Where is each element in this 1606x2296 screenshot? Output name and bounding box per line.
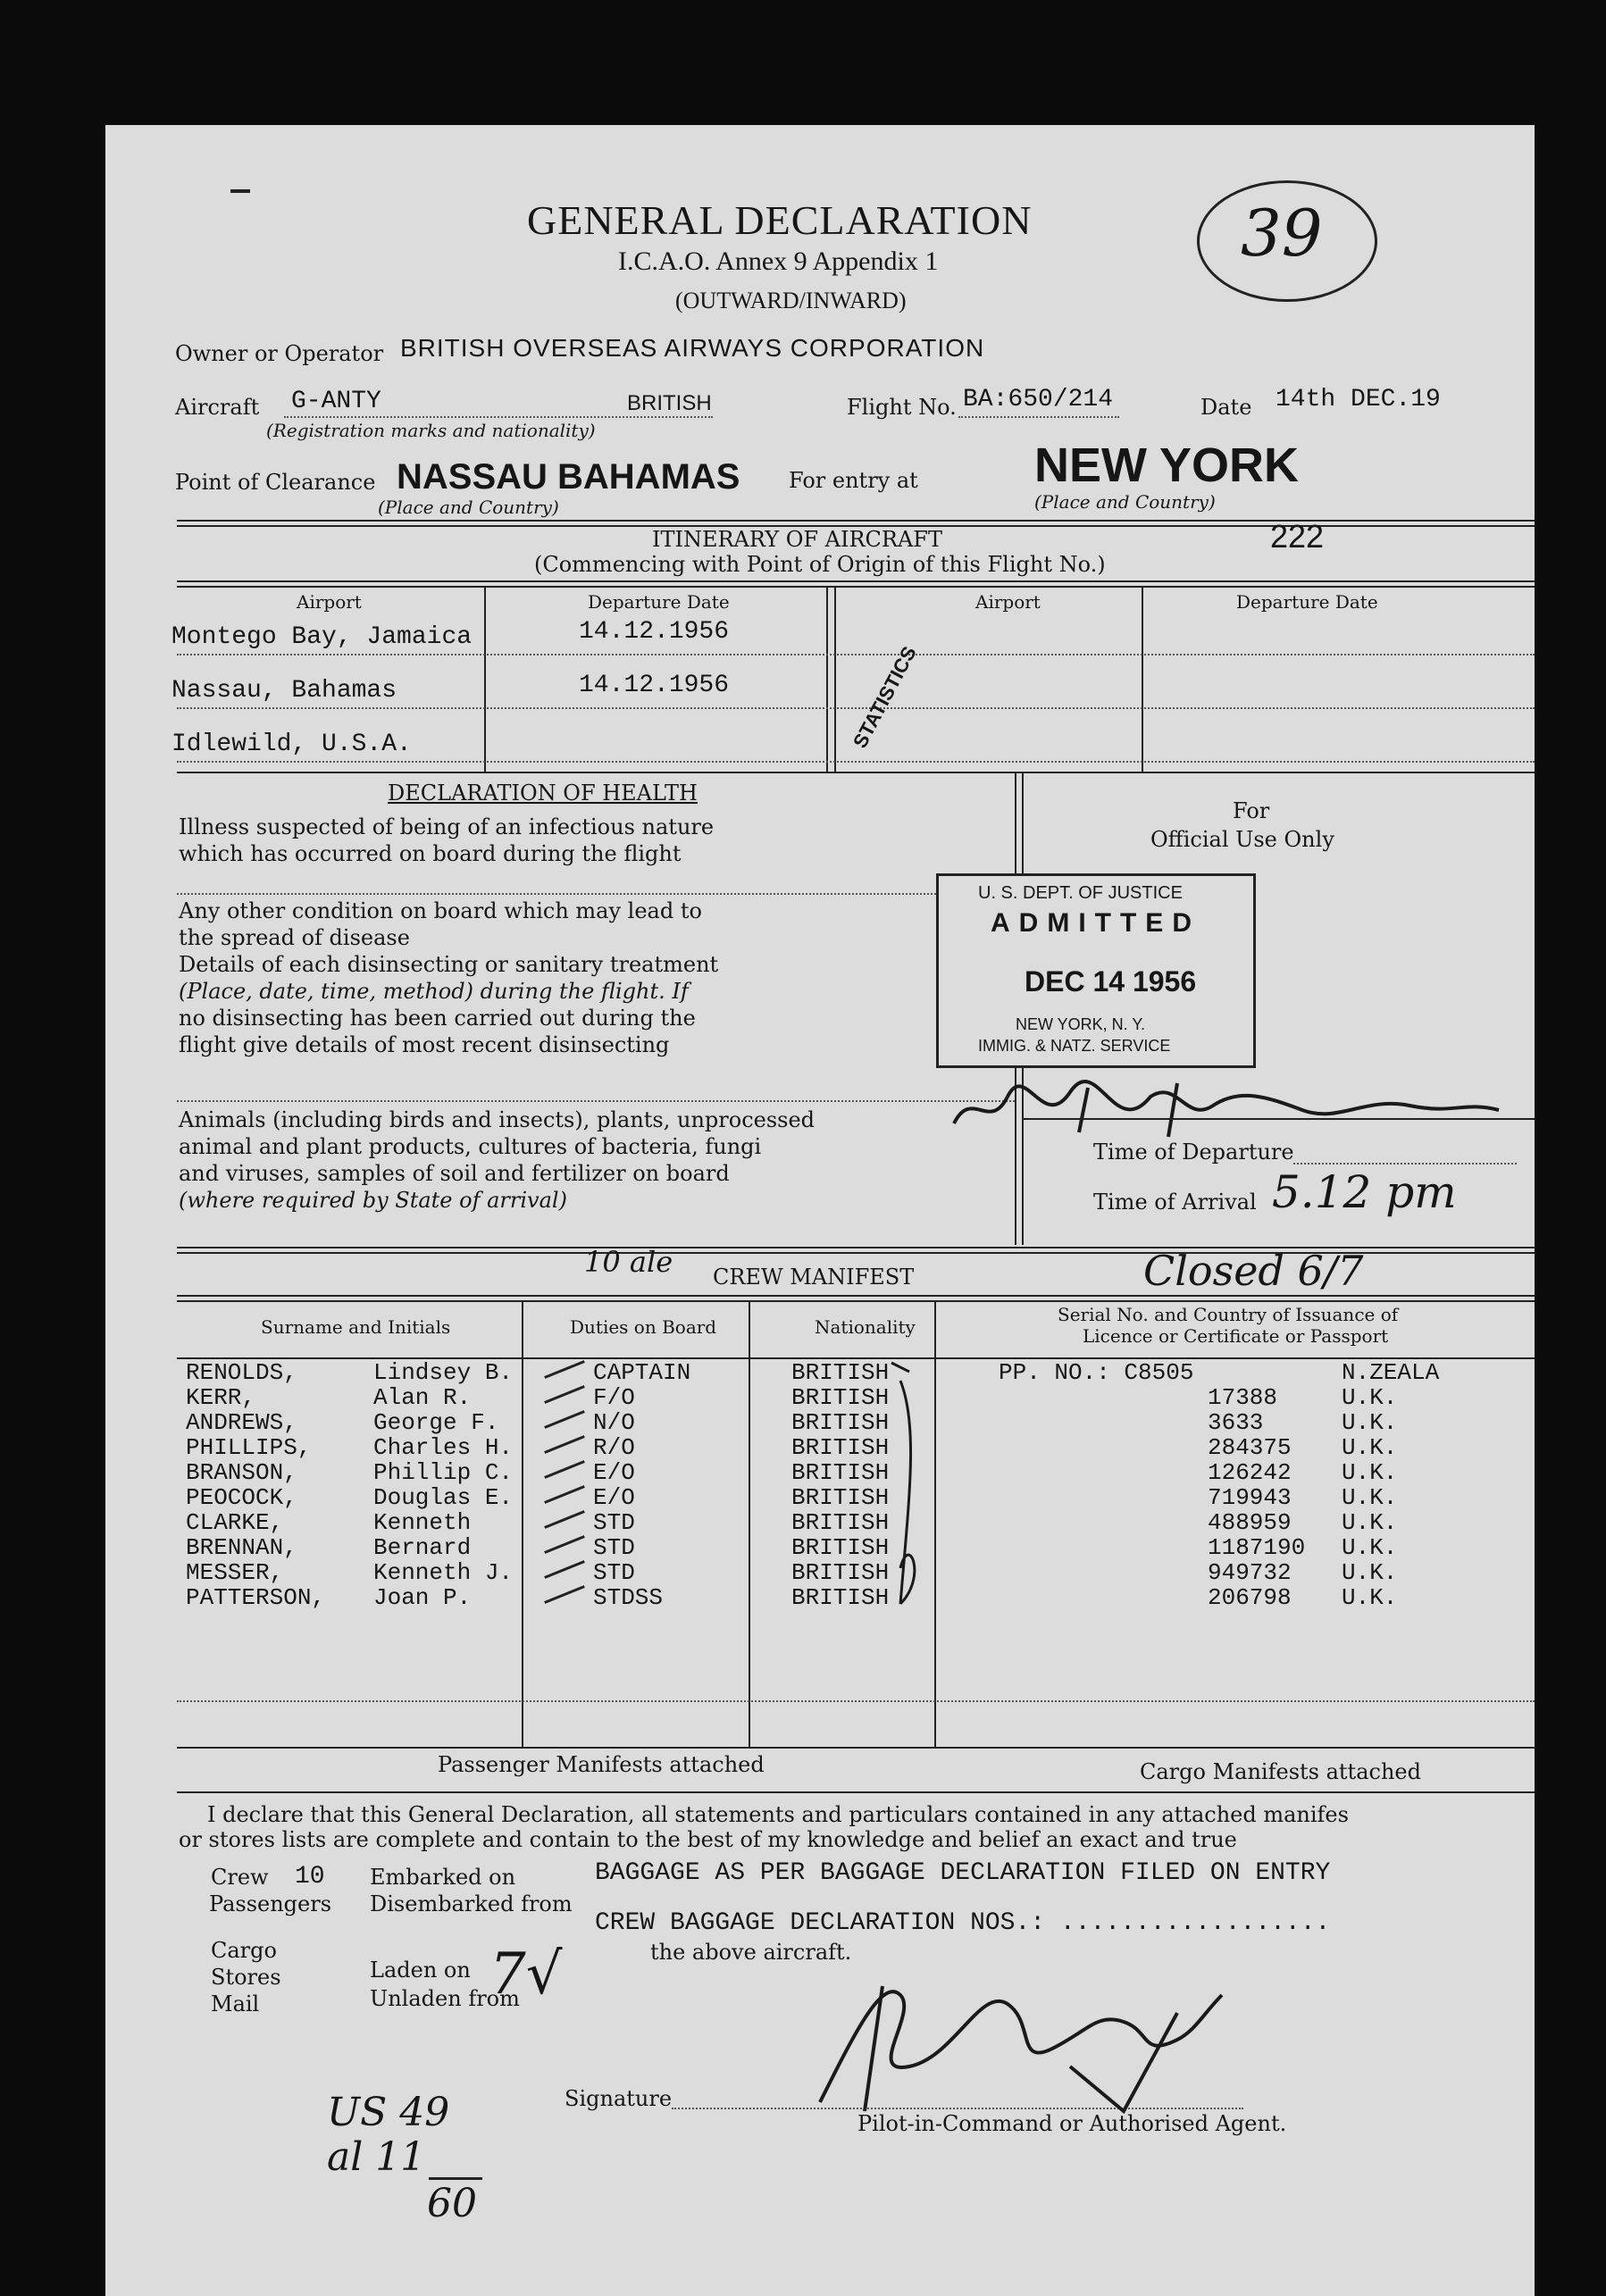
- owner-value: BRITISH OVERSEAS AIRWAYS CORPORATION: [400, 334, 985, 362]
- cargo-manifests-label: Cargo Manifests attached: [1140, 1759, 1421, 1784]
- signature-label: Signature: [565, 2086, 673, 2111]
- crew-surname-cell: KERR,: [186, 1384, 256, 1411]
- stamp-line: IMMIG. & NATZ. SERVICE: [978, 1037, 1171, 1055]
- itinerary-title: ITINERARY OF AIRCRAFT: [652, 527, 942, 552]
- flight-label: Flight No.: [847, 395, 957, 420]
- health-animals-line: (where required by State of arrival): [179, 1188, 567, 1213]
- itinerary-header-date-2: Departure Date: [1236, 591, 1378, 613]
- laden-label: Laden on: [370, 1958, 471, 1983]
- crew-first-cell: Kenneth J.: [373, 1559, 514, 1586]
- unladen-label: Unladen from: [370, 1986, 520, 2011]
- departure-label: Time of Departure: [1093, 1140, 1294, 1165]
- crew-surname-cell: BRENNAN,: [186, 1534, 297, 1561]
- crew-first-cell: Joan P.: [373, 1584, 472, 1611]
- admitted-stamp: [936, 873, 1256, 1068]
- page-number-circle: [1197, 180, 1377, 302]
- crew-country-cell: U.K.: [1342, 1484, 1398, 1511]
- crew-baggage-line: CREW BAGGAGE DECLARATION NOS.: ..................: [595, 1909, 1331, 1937]
- tick-mark: [544, 1460, 585, 1479]
- health-animals-line: animal and plant products, cultures of bacteria, fungi: [179, 1134, 762, 1159]
- declaration-text: I declare that this General Declaration, all statements and particulars contained in any attached manifes: [207, 1802, 1349, 1827]
- crew-first-cell: Charles H.: [373, 1434, 514, 1461]
- crew-nationality-cell: BRITISH: [791, 1509, 890, 1536]
- cargo-label: Cargo: [211, 1938, 277, 1963]
- aircraft-label: Aircraft: [175, 395, 260, 420]
- crew-first-cell: Douglas E.: [373, 1484, 514, 1511]
- crew-serial-cell: 949732: [1208, 1559, 1292, 1586]
- aircraft-nationality: BRITISH: [627, 391, 712, 415]
- crew-duty-cell: STD: [593, 1534, 635, 1561]
- crew-first-cell: George F.: [373, 1409, 499, 1436]
- crew-country-cell: U.K.: [1342, 1434, 1398, 1461]
- health-illness-line: Illness suspected of being of an infectious nature: [179, 814, 715, 839]
- official-title-line: For: [1233, 798, 1270, 823]
- clearance-place: NASSAU BAHAMAS: [397, 457, 740, 497]
- crew-header-surname: Surname and Initials: [261, 1316, 451, 1338]
- tick-mark: [544, 1485, 585, 1504]
- crew-country-cell: U.K.: [1342, 1559, 1398, 1586]
- crew-serial-cell: 1187190: [1208, 1534, 1306, 1561]
- laden-mark: 7√: [489, 1941, 563, 2008]
- closed-note: Closed 6/7: [1143, 1247, 1364, 1295]
- stamp-line: NEW YORK, N. Y.: [1016, 1015, 1146, 1033]
- itinerary-header-date-1: Departure Date: [588, 591, 730, 613]
- crew-nationality-cell: BRITISH: [791, 1459, 890, 1486]
- pen-mark: [230, 189, 250, 193]
- crew-header-serial: Serial No. and Country of Issuance of: [1058, 1304, 1399, 1325]
- crew-total-note: 10 ale: [584, 1245, 673, 1279]
- form-subtitle: I.C.A.O. Annex 9 Appendix 1: [618, 246, 939, 276]
- pilot-signature: [802, 1959, 1249, 2120]
- crew-country-cell: N.ZEALA: [1342, 1359, 1440, 1386]
- health-animals-line: and viruses, samples of soil and fertilizer on board: [179, 1161, 730, 1186]
- crew-header-nationality: Nationality: [815, 1316, 916, 1338]
- registration-note: (Registration marks and nationality): [266, 420, 596, 441]
- crew-duty-cell: CAPTAIN: [593, 1359, 691, 1386]
- crew-header-duties: Duties on Board: [570, 1316, 717, 1338]
- aircraft-note: the above aircraft.: [650, 1940, 852, 1965]
- itinerary-header-airport-1: Airport: [297, 591, 362, 613]
- clearance-note: (Place and Country): [378, 497, 559, 518]
- crew-country-cell: U.K.: [1342, 1459, 1398, 1486]
- health-other-line: Any other condition on board which may lead to: [179, 898, 702, 923]
- health-title: DECLARATION OF HEALTH: [388, 781, 698, 806]
- clearance-label: Point of Clearance: [175, 470, 376, 495]
- tick-mark: [544, 1435, 585, 1454]
- crew-surname-cell: PHILLIPS,: [186, 1434, 312, 1461]
- itinerary-row-airport: Nassau, Bahamas: [171, 677, 397, 705]
- health-disinsect-line: flight give details of most recent disinsecting: [179, 1032, 670, 1057]
- crew-nationality-cell: BRITISH: [791, 1359, 890, 1386]
- crew-country-cell: U.K.: [1342, 1509, 1398, 1536]
- tick-mark: [544, 1385, 585, 1404]
- crew-duty-cell: E/O: [593, 1484, 635, 1511]
- crew-serial-cell: 3633: [1208, 1409, 1264, 1436]
- crew-country-cell: U.K.: [1342, 1384, 1398, 1411]
- crew-country-cell: U.K.: [1342, 1534, 1398, 1561]
- crew-header-serial: Licence or Certificate or Passport: [1083, 1325, 1389, 1347]
- tick-mark: [544, 1560, 585, 1579]
- crew-surname-cell: PATTERSON,: [186, 1584, 326, 1611]
- aircraft-registration: G-ANTY: [291, 388, 381, 415]
- crew-nationality-cell: BRITISH: [791, 1534, 890, 1561]
- crew-first-cell: Lindsey B.: [373, 1359, 514, 1386]
- crew-serial-cell: 126242: [1208, 1459, 1292, 1486]
- crew-surname-cell: ANDREWS,: [186, 1409, 297, 1436]
- entry-place: NEW YORK: [1034, 438, 1300, 492]
- crew-title: CREW MANIFEST: [713, 1265, 915, 1290]
- declaration-text: or stores lists are complete and contain to the best of my knowledge and belief an exact and true: [179, 1827, 1237, 1852]
- tick-mark: [544, 1410, 585, 1429]
- crew-serial-cell: 719943: [1208, 1484, 1292, 1511]
- crew-nationality-cell: BRITISH: [791, 1584, 890, 1611]
- embarked-label: Embarked on: [370, 1865, 516, 1890]
- crew-first-cell: Kenneth: [373, 1509, 472, 1536]
- official-title-line: Official Use Only: [1150, 827, 1334, 852]
- crew-serial-cell: 17388: [1208, 1384, 1278, 1411]
- health-disinsect-line: Details of each disinsecting or sanitary treatment: [179, 952, 719, 977]
- crew-surname-cell: RENOLDS,: [186, 1359, 297, 1386]
- tick-mark: [544, 1510, 585, 1529]
- crew-duty-cell: R/O: [593, 1434, 635, 1461]
- tick-mark: [544, 1360, 585, 1379]
- stores-label: Stores: [211, 1965, 281, 1990]
- itinerary-row-date: 14.12.1956: [579, 618, 730, 646]
- health-other-line: the spread of disease: [179, 925, 410, 950]
- crew-first-cell: Bernard: [373, 1534, 472, 1561]
- tally-note: 60: [427, 2181, 477, 2226]
- crew-duty-cell: F/O: [593, 1384, 635, 1411]
- crew-nationality-cell: BRITISH: [791, 1409, 890, 1436]
- crew-country-cell: U.K.: [1342, 1409, 1398, 1436]
- direction-label: (OUTWARD/INWARD): [675, 288, 907, 313]
- crew-nationality-cell: BRITISH: [791, 1559, 890, 1586]
- pilot-in-command-label: Pilot-in-Command or Authorised Agent.: [857, 2111, 1287, 2136]
- flight-date: 14th DEC.19: [1276, 386, 1441, 413]
- passengers-label: Passengers: [209, 1891, 332, 1916]
- stamp-line: ADMITTED: [991, 908, 1200, 938]
- itinerary-row-airport: Idlewild, U.S.A.: [171, 731, 412, 758]
- crew-nationality-cell: BRITISH: [791, 1484, 890, 1511]
- crew-duty-cell: STDSS: [593, 1584, 664, 1611]
- passenger-manifests-label: Passenger Manifests attached: [438, 1752, 765, 1777]
- crew-surname-cell: PEOCOCK,: [186, 1484, 297, 1511]
- entry-label: For entry at: [789, 468, 918, 493]
- disembarked-label: Disembarked from: [370, 1891, 573, 1916]
- crew-serial-cell: 284375: [1208, 1434, 1292, 1461]
- crew-nationality-cell: BRITISH: [791, 1384, 890, 1411]
- page-number: 39: [1241, 196, 1323, 271]
- arrival-time: 5.12 pm: [1272, 1166, 1457, 1218]
- crew-surname-cell: MESSER,: [186, 1559, 284, 1586]
- date-label: Date: [1200, 395, 1252, 420]
- entry-note: (Place and Country): [1034, 491, 1216, 513]
- flight-number: BA:650/214: [963, 386, 1114, 413]
- itinerary-row-airport: Montego Bay, Jamaica: [171, 623, 473, 651]
- crew-serial-cell: PP. NO.: C8505: [999, 1359, 1194, 1386]
- itinerary-header-airport-2: Airport: [975, 591, 1041, 613]
- health-animals-line: Animals (including birds and insects), plants, unprocessed: [179, 1107, 816, 1132]
- crew-serial-cell: 488959: [1208, 1509, 1292, 1536]
- official-signature: [945, 1070, 1517, 1150]
- health-disinsect-line: no disinsecting has been carried out during the: [179, 1006, 696, 1031]
- tally-note: US 49: [327, 2090, 450, 2135]
- crew-duty-cell: N/O: [593, 1409, 635, 1436]
- owner-label: Owner or Operator: [175, 341, 384, 366]
- crew-duty-cell: E/O: [593, 1459, 635, 1486]
- crew-first-cell: Alan R.: [373, 1384, 472, 1411]
- stamp-date: DEC 14 1956: [1025, 965, 1197, 998]
- health-disinsect-line: (Place, date, time, method) during the flight. If: [179, 979, 689, 1004]
- stamp-line: U. S. DEPT. OF JUSTICE: [978, 883, 1183, 903]
- arrival-label: Time of Arrival: [1093, 1190, 1257, 1215]
- declaration-form: [105, 125, 1535, 2296]
- crew-count: 10: [295, 1863, 325, 1891]
- itinerary-number: 222: [1270, 518, 1325, 555]
- tick-mark: [544, 1535, 585, 1554]
- tick-mark: [544, 1585, 585, 1604]
- statistics-stamp: STATISTICS: [849, 642, 921, 752]
- mail-label: Mail: [211, 1991, 260, 2016]
- crew-serial-cell: 206798: [1208, 1584, 1292, 1611]
- crew-duty-cell: STD: [593, 1559, 635, 1586]
- check-mark: [874, 1354, 1008, 1622]
- crew-surname-cell: CLARKE,: [186, 1509, 284, 1536]
- crew-duty-cell: STD: [593, 1509, 635, 1536]
- crew-first-cell: Phillip C.: [373, 1459, 514, 1486]
- itinerary-subtitle: (Commencing with Point of Origin of this Flight No.): [534, 552, 1106, 577]
- crew-country-cell: U.K.: [1342, 1584, 1398, 1611]
- health-illness-line: which has occurred on board during the flight: [179, 841, 682, 866]
- tally-note: al 11: [327, 2134, 426, 2180]
- itinerary-row-date: 14.12.1956: [579, 672, 730, 699]
- crew-count-label: Crew: [211, 1865, 269, 1890]
- crew-nationality-cell: BRITISH: [791, 1434, 890, 1461]
- baggage-line: BAGGAGE AS PER BAGGAGE DECLARATION FILED ON ENTRY: [595, 1859, 1331, 1887]
- crew-surname-cell: BRANSON,: [186, 1459, 297, 1486]
- form-title: GENERAL DECLARATION: [527, 197, 1033, 243]
